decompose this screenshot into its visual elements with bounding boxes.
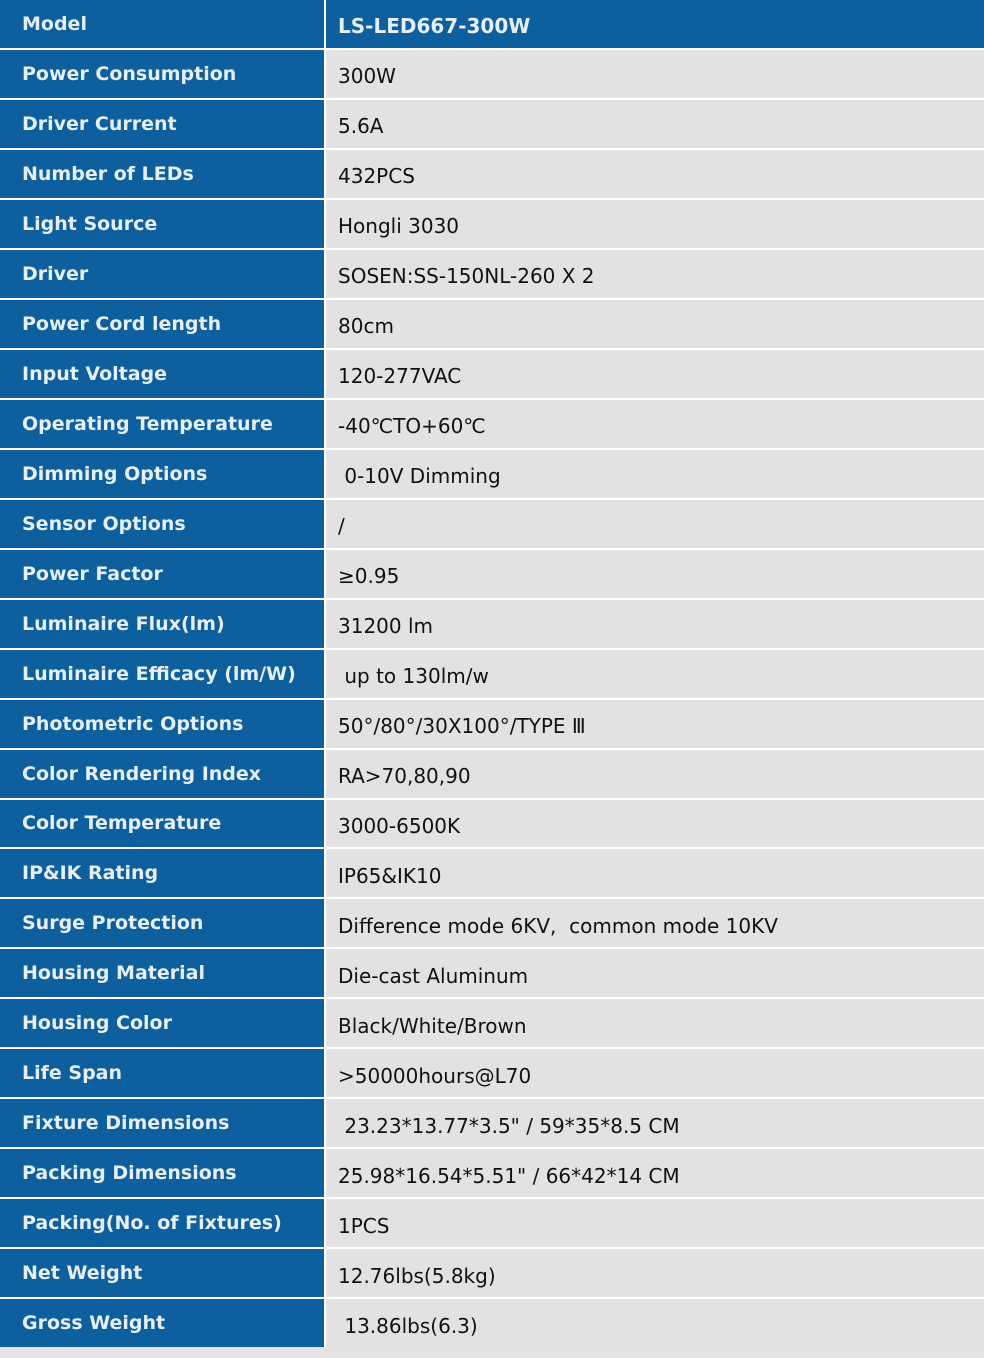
row-label: Sensor Options [0,500,326,548]
row-value: / [326,500,984,548]
row-label: Net Weight [0,1249,326,1297]
table-row [0,50,984,100]
row-label: Luminaire Flux(lm) [0,600,326,648]
row-value: Die-cast Aluminum [326,949,984,997]
table-row [0,700,984,750]
row-value: IP65&IK10 [326,849,984,897]
row-label: Photometric Options [0,700,326,748]
table-row [0,800,984,850]
row-label: Packing(No. of Fixtures) [0,1199,326,1247]
header-value: LS-LED667-300W [326,0,984,48]
row-label: Color Rendering Index [0,750,326,798]
row-label: Color Temperature [0,800,326,848]
table-row [0,949,984,999]
table-row [0,200,984,250]
row-label: Driver [0,250,326,298]
header-label: Model [0,0,326,48]
row-value: 5.6A [326,100,984,148]
row-value: >50000hours@L70 [326,1049,984,1097]
row-value: SOSEN:SS-150NL-260 X 2 [326,250,984,298]
row-label: IP&IK Rating [0,849,326,897]
table-row [0,550,984,600]
row-value: 12.76lbs(5.8kg) [326,1249,984,1297]
row-label: Power Consumption [0,50,326,98]
table-row [0,849,984,899]
row-value: 25.98*16.54*5.51" / 66*42*14 CM [326,1149,984,1197]
table-row [0,650,984,700]
table-row [0,1099,984,1149]
table-row [0,1249,984,1299]
row-label: Light Source [0,200,326,248]
row-label: Power Factor [0,550,326,598]
row-label: Gross Weight [0,1299,326,1347]
row-value: 23.23*13.77*3.5" / 59*35*8.5 CM [326,1099,984,1147]
table-row [0,150,984,200]
row-label: Number of LEDs [0,150,326,198]
row-label: Luminaire Efficacy (lm/W) [0,650,326,698]
table-row [0,1049,984,1099]
row-value: 31200 lm [326,600,984,648]
row-label: Surge Protection [0,899,326,947]
table-row [0,1149,984,1199]
row-label: Life Span [0,1049,326,1097]
row-value: up to 130lm/w [326,650,984,698]
row-value: 120-277VAC [326,350,984,398]
row-label: Input Voltage [0,350,326,398]
row-value: 300W [326,50,984,98]
row-value: Difference mode 6KV, common mode 10KV [326,899,984,947]
row-value: Black/White/Brown [326,999,984,1047]
row-label: Housing Color [0,999,326,1047]
table-row [0,1299,984,1347]
row-value: Hongli 3030 [326,200,984,248]
row-value: 432PCS [326,150,984,198]
row-value: 13.86lbs(6.3) [326,1299,984,1347]
table-row [0,750,984,800]
table-row [0,600,984,650]
table-row [0,100,984,150]
row-value: 1PCS [326,1199,984,1247]
table-row [0,450,984,500]
row-label: Operating Temperature [0,400,326,448]
row-value: 0-10V Dimming [326,450,984,498]
table-row [0,1199,984,1249]
table-row [0,899,984,949]
row-label: Power Cord length [0,300,326,348]
table-row [0,999,984,1049]
table-row [0,400,984,450]
table-row [0,300,984,350]
table-row [0,500,984,550]
row-value: ≥0.95 [326,550,984,598]
row-value: -40℃TO+60℃ [326,400,984,448]
row-label: Housing Material [0,949,326,997]
table-row [0,350,984,400]
row-value: 50°/80°/30X100°/TYPE Ⅲ [326,700,984,748]
table-header-row [0,0,984,50]
table-row [0,250,984,300]
row-value: 3000-6500K [326,800,984,848]
row-value: RA>70,80,90 [326,750,984,798]
row-label: Fixture Dimensions [0,1099,326,1147]
row-label: Driver Current [0,100,326,148]
row-value: 80cm [326,300,984,348]
row-label: Packing Dimensions [0,1149,326,1197]
row-label: Dimming Options [0,450,326,498]
